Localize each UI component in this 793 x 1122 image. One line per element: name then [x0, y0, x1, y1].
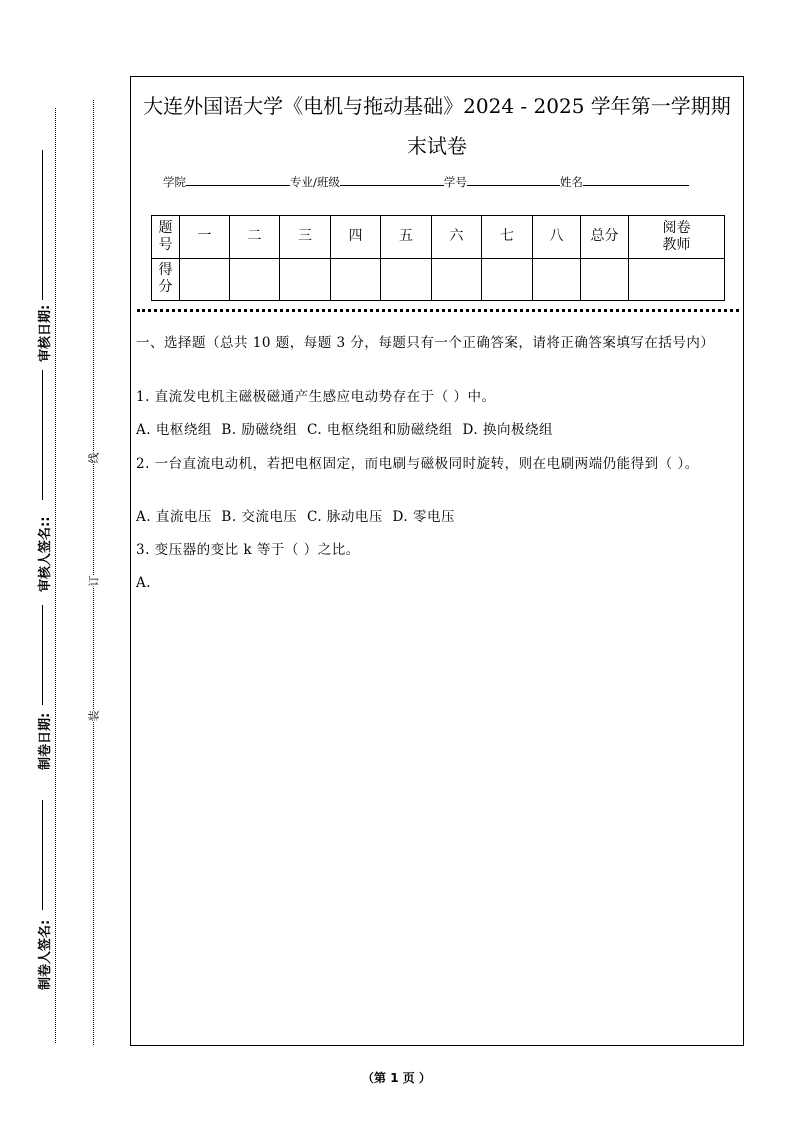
score-cell[interactable] [331, 258, 381, 301]
section1-heading: 一、选择题（总共 10 题，每题 3 分，每题只有一个正确答案，请将正确答案填写在括号内） [136, 335, 715, 351]
column-header: 五 [381, 216, 432, 259]
exam-title-line2: 末试卷 [407, 134, 467, 158]
column-header: 二 [230, 216, 280, 259]
exam-title-line1: 大连外国语大学《电机与拖动基础》2024 - 2025 学年第一学期期 [143, 94, 731, 118]
grader-header-line1: 阅卷 [662, 219, 691, 236]
grader-header-line2: 教师 [662, 236, 691, 253]
question-1-stem: 1. 直流发电机主磁极磁通产生感应电动势存在于（ ）中。 [136, 389, 496, 405]
reviewer-sign-line[interactable] [42, 370, 43, 500]
total-score-header: 总分 [581, 216, 629, 259]
score-cell[interactable] [280, 258, 331, 301]
name-label: 姓名 [559, 175, 583, 189]
column-header: 七 [482, 216, 533, 259]
question-number-header [152, 216, 180, 259]
maker-date-line[interactable] [42, 605, 43, 705]
score-cell[interactable] [432, 258, 482, 301]
section-separator [137, 309, 739, 312]
column-header: 六 [432, 216, 482, 259]
column-header: 三 [280, 216, 331, 259]
student-info-row [163, 173, 689, 190]
question-2-options: A. 直流电压 B. 交流电压 C. 脉动电压 D. 零电压 [136, 509, 455, 525]
college-field[interactable] [186, 173, 290, 186]
name-field[interactable] [583, 173, 689, 186]
reviewer-sign-label: 审核人签名:: [38, 516, 53, 592]
column-header: 四 [331, 216, 381, 259]
score-cell[interactable] [381, 258, 432, 301]
student-id-field[interactable] [467, 173, 560, 186]
question-3-stem: 3. 变压器的变比 k 等于（ ）之比。 [136, 542, 360, 558]
score-table-score-row [152, 258, 725, 301]
major-field[interactable] [340, 173, 444, 186]
score-cell[interactable] [180, 258, 230, 301]
question-2-stem: 2. 一台直流电动机，若把电枢固定，而电刷与磁极同时旋转，则在电刷两端仍能得到（ ）。 [136, 456, 699, 472]
score-row-header [152, 258, 180, 301]
question-number-header-char2: 号 [158, 236, 173, 253]
score-table-header-row [152, 216, 725, 259]
score-cell[interactable] [230, 258, 280, 301]
column-header: 八 [533, 216, 581, 259]
binding-dotted-line-inner [93, 100, 94, 1045]
score-table [151, 215, 725, 301]
maker-date-label: 制卷日期: [38, 712, 53, 770]
maker-sign-line[interactable] [42, 800, 43, 910]
student-id-label: 学号 [443, 175, 467, 189]
grader-cell[interactable] [629, 258, 725, 301]
reviewer-date-line[interactable] [42, 150, 43, 300]
major-label: 专业/班级 [290, 175, 340, 189]
score-row-header-char1: 得 [158, 262, 173, 279]
question-3-options: A. [136, 575, 152, 591]
total-score-cell[interactable] [581, 258, 629, 301]
question-1-options: A. 电枢绕组 B. 励磁绕组 C. 电枢绕组和励磁绕组 D. 换向极绕组 [136, 422, 553, 438]
binding-staple-char: 订 [87, 575, 101, 587]
score-cell[interactable] [533, 258, 581, 301]
binding-bind-char: 装 [87, 710, 101, 722]
question-number-header-char1: 题 [158, 219, 173, 236]
binding-dotted-line-outer [55, 108, 56, 1043]
page-footer: （第 1 页 ） [362, 1071, 431, 1085]
reviewer-date-label: 审核日期: [38, 304, 53, 362]
score-cell[interactable] [482, 258, 533, 301]
grader-header [629, 216, 725, 259]
binding-line-char: 线 [87, 452, 101, 464]
score-row-header-char2: 分 [158, 279, 173, 296]
column-header: 一 [180, 216, 230, 259]
maker-sign-label: 制卷人签名: [38, 919, 53, 990]
college-label: 学院 [163, 175, 186, 189]
